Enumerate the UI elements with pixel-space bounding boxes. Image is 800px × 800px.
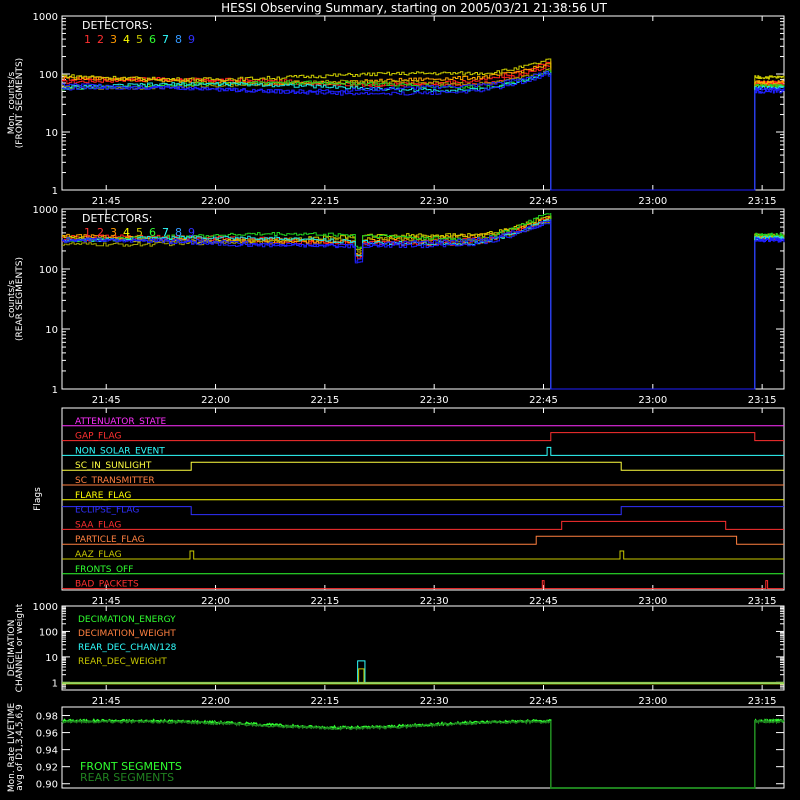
legend-detector-3: 3	[110, 33, 117, 46]
legend-detector-9: 9	[188, 33, 195, 46]
x-tick-label: 23:15	[747, 196, 777, 207]
x-tick-label: 23:00	[638, 596, 668, 607]
y-tick-label: 0.90	[35, 779, 58, 791]
y-axis-label: Flags	[33, 487, 43, 511]
x-tick-label: 22:00	[201, 596, 230, 607]
decimation-legend: REAR_DEC_CHAN/128	[78, 643, 177, 653]
x-tick-label: 22:30	[419, 196, 449, 207]
y-tick-label: 100	[38, 627, 58, 639]
x-tick-label: 21:45	[91, 596, 121, 607]
x-tick-label: 23:15	[747, 596, 777, 607]
decimation-legend: DECIMATION_ENERGY	[78, 615, 176, 625]
x-tick-label: 23:00	[638, 395, 668, 406]
x-tick-label: 22:15	[310, 696, 340, 707]
legend-header: DETECTORS:	[82, 19, 153, 32]
decimation-legend: DECIMATION_WEIGHT	[78, 629, 176, 639]
x-tick-label: 22:15	[310, 196, 340, 207]
legend-detector-9: 9	[188, 226, 195, 239]
x-tick-label: 22:45	[529, 196, 558, 207]
y-axis-label: avg of D1,3,4,5,6,9	[15, 704, 25, 791]
flag-label: SAA_FLAG	[75, 520, 122, 531]
legend-detector-5: 5	[136, 33, 143, 46]
y-axis-label: (FRONT SEGMENTS)	[15, 57, 25, 149]
legend-detector-2: 2	[97, 33, 104, 46]
flag-label: AAZ_FLAG	[75, 549, 122, 560]
legend-detector-8: 8	[175, 33, 182, 46]
y-tick-label: 1000	[32, 602, 58, 613]
y-axis-label: (REAR SEGMENTS)	[15, 256, 25, 342]
legend-detector-4: 4	[123, 33, 130, 46]
y-axis-label: Mon. Rate LIVETIME	[7, 702, 17, 793]
legend-detector-6: 6	[149, 226, 156, 239]
x-tick-label: 22:00	[201, 696, 230, 707]
x-tick-label: 23:00	[638, 196, 668, 207]
flag-label: FLARE_FLAG	[75, 490, 132, 501]
flag-label: BAD_PACKETS	[75, 579, 139, 590]
flag-label: PARTICLE_FLAG	[75, 535, 145, 546]
x-tick-label: 22:45	[529, 696, 558, 707]
y-tick-label: 0.98	[35, 711, 58, 723]
y-tick-label: 1	[51, 678, 58, 690]
legend-detector-1: 1	[84, 33, 91, 46]
x-tick-label: 21:45	[91, 196, 121, 207]
flag-label: ECLIPSE_FLAG	[75, 505, 140, 516]
legend-detector-6: 6	[149, 33, 156, 46]
flag-label: ATTENUATOR_STATE	[75, 416, 167, 427]
y-axis-label: Mon. counts/s	[7, 71, 17, 135]
x-tick-label: 21:45	[91, 696, 121, 707]
legend-detector-8: 8	[175, 226, 182, 239]
x-tick-label: 22:15	[310, 596, 340, 607]
y-tick-label: 10	[45, 325, 58, 336]
y-tick-label: 100	[38, 70, 58, 81]
y-tick-label: 0.92	[35, 762, 58, 774]
x-tick-label: 22:30	[419, 395, 449, 406]
y-axis-label: DECIMATION	[7, 619, 17, 677]
legend-detector-5: 5	[136, 226, 143, 239]
x-tick-label: 21:45	[91, 395, 121, 406]
x-tick-label: 22:30	[419, 696, 449, 707]
x-tick-label: 23:00	[638, 696, 668, 707]
y-tick-label: 10	[45, 652, 58, 664]
legend-detector-7: 7	[162, 33, 169, 46]
x-tick-label: 23:15	[747, 395, 777, 406]
flag-label: SC_IN_SUNLIGHT	[75, 461, 152, 472]
livetime-legend: REAR SEGMENTS	[80, 771, 175, 784]
y-axis-label: counts/s	[7, 280, 17, 318]
y-tick-label: 10	[45, 128, 58, 139]
flag-label: GAP_FLAG	[75, 431, 122, 442]
x-tick-label: 23:15	[747, 696, 777, 707]
legend-detector-4: 4	[123, 226, 130, 239]
legend-detector-3: 3	[110, 226, 117, 239]
x-tick-label: 22:45	[529, 596, 558, 607]
y-tick-label: 1	[51, 385, 58, 396]
flag-label: FRONTS_OFF	[75, 564, 134, 575]
legend-detector-1: 1	[84, 226, 91, 239]
chart-title: HESSI Observing Summary, starting on 2005/03/21 21:38:56 UT	[221, 1, 607, 15]
x-tick-label: 22:00	[201, 395, 230, 406]
legend-detector-2: 2	[97, 226, 104, 239]
livetime-legend: FRONT SEGMENTS	[80, 760, 182, 773]
legend-header: DETECTORS:	[82, 212, 153, 225]
x-tick-label: 22:30	[419, 596, 449, 607]
decimation-legend: REAR_DEC_WEIGHT	[78, 657, 167, 667]
y-tick-label: 0.96	[35, 728, 58, 740]
legend-detector-7: 7	[162, 226, 169, 239]
y-axis-label: CHANNEL or weight	[15, 603, 25, 693]
x-tick-label: 22:00	[201, 196, 230, 207]
y-tick-label: 1000	[32, 205, 58, 216]
y-tick-label: 0.94	[35, 745, 58, 757]
x-tick-label: 22:15	[310, 395, 340, 406]
y-tick-label: 100	[38, 265, 58, 276]
x-tick-label: 22:45	[529, 395, 558, 406]
y-tick-label: 1000	[32, 12, 58, 23]
flag-label: SC_TRANSMITTER	[75, 475, 155, 486]
y-tick-label: 1	[51, 186, 58, 197]
flag-label: NON_SOLAR_EVENT	[75, 446, 165, 457]
